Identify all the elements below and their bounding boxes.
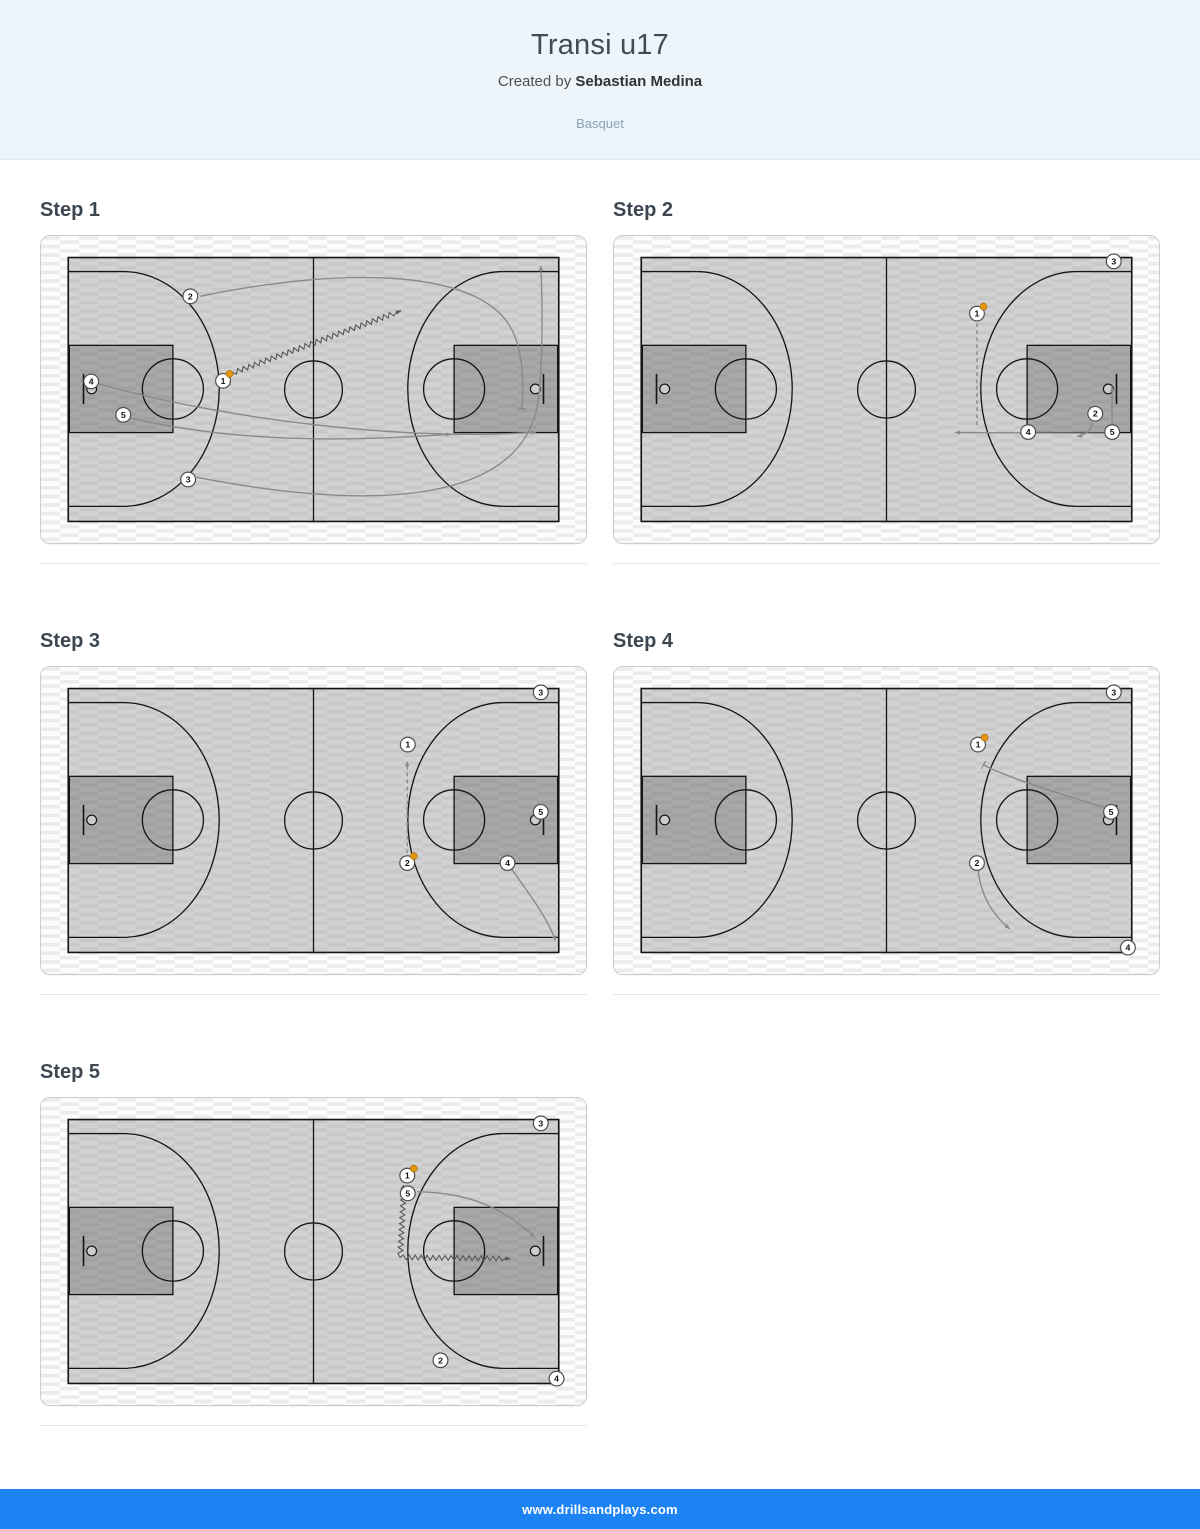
svg-text:1: 1 — [405, 739, 411, 750]
player-marker-1 — [399, 736, 416, 753]
step-section-2 — [613, 198, 1160, 564]
court-panel — [613, 666, 1160, 975]
court-panel — [40, 235, 587, 544]
player-marker-3 — [532, 1115, 549, 1132]
created-by-prefix: Created by — [497, 73, 572, 90]
svg-text:2: 2 — [1092, 408, 1098, 419]
step-title: Step 4 — [613, 630, 674, 652]
court-panel — [40, 1097, 587, 1406]
divider — [613, 563, 1160, 564]
player-marker-3 — [1105, 684, 1122, 701]
step-title: Step 5 — [40, 1061, 101, 1083]
svg-text:3: 3 — [538, 687, 544, 698]
svg-text:4: 4 — [88, 376, 94, 387]
ball-icon — [980, 303, 987, 310]
divider — [613, 994, 1160, 995]
step-title: Step 3 — [40, 630, 101, 652]
step-section-3 — [40, 629, 587, 995]
svg-text:4: 4 — [554, 1373, 559, 1384]
created-by — [0, 73, 1200, 90]
header — [0, 0, 1200, 160]
ball-icon — [410, 1165, 417, 1172]
svg-text:3: 3 — [538, 1118, 544, 1129]
svg-text:4: 4 — [505, 858, 510, 868]
step-section-5 — [40, 1060, 587, 1426]
svg-text:2: 2 — [438, 1355, 443, 1366]
court-panel — [40, 666, 587, 975]
court-panel — [613, 235, 1160, 544]
footer-url[interactable]: www.drillsandplays.com — [522, 1501, 678, 1517]
player-marker-3 — [532, 684, 549, 701]
player-marker-5 — [1104, 424, 1121, 441]
divider — [40, 1425, 587, 1426]
player-marker-5 — [115, 406, 132, 423]
svg-text:1: 1 — [975, 739, 981, 750]
svg-text:5: 5 — [120, 409, 126, 420]
court-diagram — [41, 1098, 586, 1405]
svg-text:5: 5 — [1108, 806, 1114, 817]
court-diagram — [614, 667, 1159, 974]
svg-text:2: 2 — [187, 291, 193, 302]
page-title: Transi u17 — [531, 29, 669, 61]
player-marker-2 — [432, 1352, 449, 1369]
player-marker-2 — [182, 288, 199, 305]
step-section-4 — [613, 629, 1160, 995]
ball-icon — [981, 734, 988, 741]
footer — [0, 1489, 1200, 1529]
player-marker-4 — [1119, 939, 1136, 956]
court-diagram — [41, 236, 586, 543]
svg-text:3: 3 — [1111, 687, 1117, 698]
divider — [40, 994, 587, 995]
svg-text:1: 1 — [404, 1170, 410, 1181]
player-marker-5 — [399, 1185, 416, 1202]
player-marker-2 — [1087, 405, 1104, 422]
player-marker-4 — [548, 1370, 565, 1387]
court-diagram — [41, 667, 586, 974]
step-title: Step 2 — [613, 199, 674, 221]
svg-text:5: 5 — [1109, 427, 1115, 437]
step-title: Step 1 — [40, 199, 101, 221]
svg-text:5: 5 — [405, 1188, 411, 1199]
player-marker-2 — [969, 855, 986, 872]
svg-text:2: 2 — [974, 858, 980, 868]
player-marker-3 — [1105, 253, 1122, 270]
player-marker-4 — [1020, 424, 1037, 441]
svg-text:5: 5 — [538, 806, 544, 817]
divider — [40, 563, 587, 564]
player-marker-5 — [532, 804, 549, 821]
step-section-1 — [40, 198, 587, 564]
player-marker-4 — [83, 373, 100, 390]
svg-text:4: 4 — [1025, 427, 1031, 437]
steps-grid — [0, 198, 1200, 1491]
ball-icon — [410, 853, 417, 860]
category-label: Basquet — [576, 116, 624, 131]
svg-text:4: 4 — [1125, 942, 1131, 953]
svg-text:3: 3 — [185, 474, 191, 485]
court-diagram — [614, 236, 1159, 543]
svg-text:3: 3 — [1111, 256, 1117, 267]
player-marker-4 — [499, 855, 516, 872]
ball-icon — [226, 370, 233, 377]
svg-text:1: 1 — [220, 375, 226, 386]
author-name: Sebastian Medina — [575, 73, 703, 90]
player-marker-5 — [1103, 804, 1120, 821]
player-marker-3 — [180, 471, 197, 488]
svg-text:1: 1 — [974, 308, 980, 319]
svg-text:2: 2 — [404, 858, 410, 868]
